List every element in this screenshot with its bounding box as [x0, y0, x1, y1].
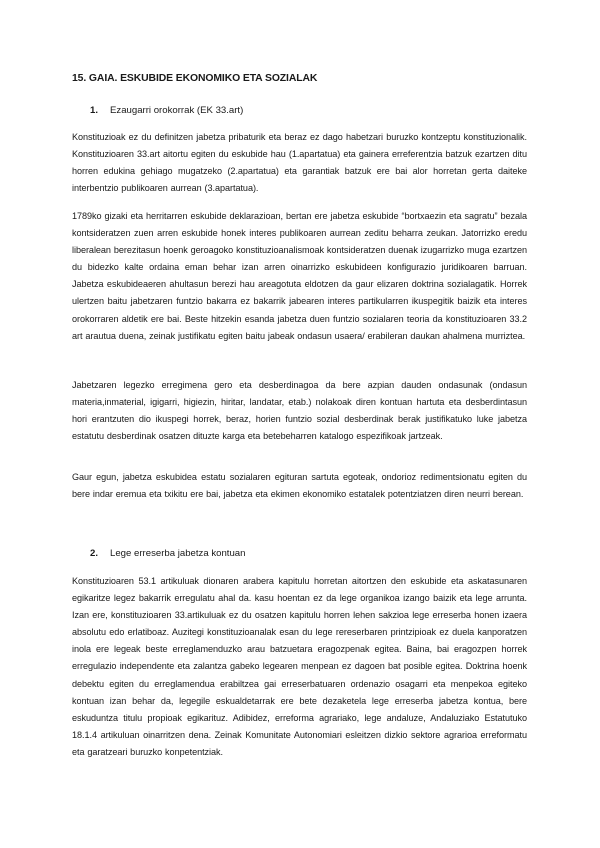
document-title: 15. GAIA. ESKUBIDE EKONOMIKO ETA SOZIALAK	[72, 73, 318, 84]
section-1-paragraph-3: Jabetzaren legezko erregimena gero eta desberdinagoa da bere azpian dauden ondasunak (ondasun materia,inmaterial, igigarri, higiezin, hiritar, landatar, etab.) nolakoak diren kontuan hartuta eta desberdintasun hori erantzuten dio ikuspegi horrek, beraz, horien funtzio sozial desberdinak berak justifikatuko luke jabetza estatutu desberdinak osatzen dituzte karga eta betebeharren katalogo espezifikoak jartzeak.	[72, 380, 527, 442]
section-1-paragraph-1: Konstituzioak ez du definitzen jabetza pribaturik eta beraz ez dago habetzari buruzko kontzeptu konstituzionalik. Konstituzioaren 33.art aitortu egiten du eskubide hau (1.apartatua) eta gainera erreferentzia batzuk ezartzen ditu horren edukina gehiago mugatzeko (2.apartatua) eta garantiak batzuk ere bai alor horretan gerta daiteke interbentzio publikoaren aurrean (3.apartatua).	[72, 132, 527, 194]
section-1-paragraph-4: Gaur egun, jabetza eskubidea estatu sozialaren egituran sartuta egoteak, ondorioz redimentsionatu egiten du bere indar eremua eta txikitu ere bai, jabetza eta ekimen ekonomiko estatalek potentziatzen diren neurri berean.	[72, 472, 527, 500]
section-2-heading	[90, 548, 245, 559]
section-2-paragraph-1: Konstituzioaren 53.1 artikuluak dionaren arabera kapitulu horretan aitortzen den eskubide eta askatasunaren egikaritze legez bakarrik erregulatu ahal da. kasu hoentan ez da lege organikoa izango baizik eta lege arrunta. Izan ere, konstituzioaren 33.artikuluak ez du osatzen kapitulu horren lehen sakzioa lege erreserba honen izaera absolutu edo erlatiboaz. Auzitegi konstituzioanalak esan du lege rereserbaren printzipioak ez duela kanporatzen inola ere legeak beste erreglamenduzko arau batzuetara eragozpenak egitea. Baina, bai eragozpen horrek erregulazio independente eta zalantza gabeko legearen menpean ez dagoen bat posible egitea. Doktrina hoenk debektu egiten du erreglamendua erabiltzea gai erreserbatuaren ordenazio osagarri eta menpekoa egiteko kontuan izan behar da, legegile eskualdetarrak ere bete dezaketela lege erreserba jabetza kontua, bere eskuduntza titulu propioak egikarituz. Adibidez, erreforma agrariako, lege andaluze, Andaluziako Estatutuko 18.1.4 artikuluan oinarritzen dena. Zeinak Komunitate Autonomiari esleitzen dizkio sektore agrarioa erreformatu eta garatzeari buruzko konpetentziak.	[72, 576, 527, 757]
section-1-heading	[90, 105, 243, 116]
section-2-number: 2.	[90, 548, 99, 559]
section-2-title: Lege erreserba jabetza kontuan	[110, 548, 246, 559]
section-1-number: 1.	[90, 105, 99, 116]
section-1-paragraph-2: 1789ko gizaki eta herritarren eskubide deklarazioan, bertan ere jabetza eskubide “bortxaezin eta sagratu” bezala kontsideratzen zuen arren eskubide honek interes publikoaren aurrean zeditu beharra zeukan. Jatorrizko eredu liberalean berezitasun hoenk geroagoko konstituzioanalismoak kontsideratzen duenak izugarrizko muga ezartzen du bidezko kalte ordaina eman behar izan arren oinarrizko eskubideen konfigurazio juridikoaren barruan. Jabetza eskubideaeren ahultasun berezi hau areagotuta eldotzen da gaur elizaren doktrina sozialagatik. Horrek ulertzen baitu jabetzaren funtzio bakarra ez bakarrik jabearen interes partikularren ikuspegitik baizik eta interes orokorraren aldetik ere bai. Beste hitzekin esanda jabetza duen funtzio sozialaren teoria da konstituzioaren 33.2 art arautua duena, zeinak justifikatu egiten baitu jabeak ondasun usaera/ erabileran daukan ahalmena murriztea.	[72, 211, 527, 341]
section-1-title: Ezaugarri orokorrak (EK 33.art)	[110, 105, 244, 116]
